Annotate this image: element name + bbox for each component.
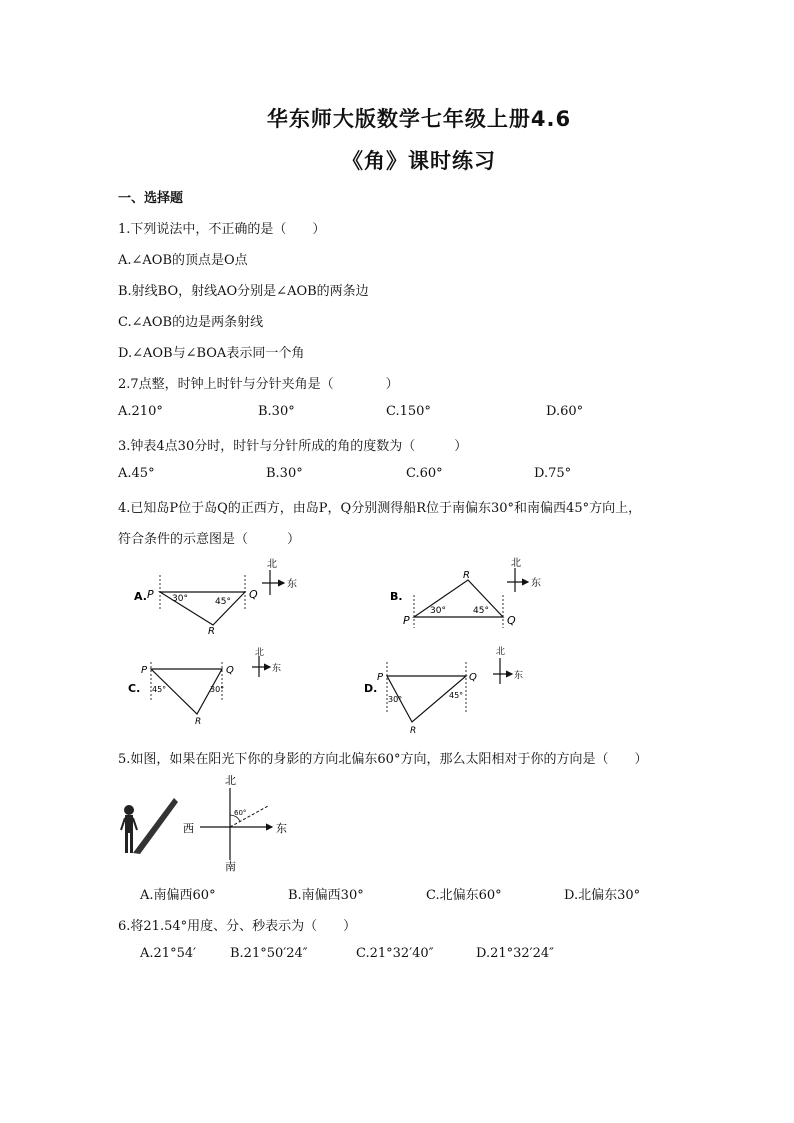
q4d-label-q: Q [469, 672, 477, 683]
q4b-north: 北 [511, 558, 521, 569]
q4-stem-line-2: 符合条件的示意图是（ ） [118, 532, 301, 547]
title-line-1: 华东师大版数学七年级上册4.6 [266, 107, 572, 131]
q1-stem: 1.下列说法中，不正确的是（ ） [118, 222, 326, 237]
q4b-angle-30: 30° [430, 606, 446, 616]
q5-north: 北 [225, 774, 236, 787]
section-heading: 一、选择题 [118, 191, 184, 206]
q5-option-a: A.南偏西60° [140, 888, 216, 903]
q4b-label-r: R [463, 570, 470, 581]
q6-option-d: D.21°32′24″ [476, 946, 555, 961]
person-icon [121, 805, 137, 853]
q4b-angle-45: 45° [473, 606, 489, 616]
q4a-label-p: P [147, 588, 154, 601]
q5-south: 南 [225, 860, 236, 873]
q4d-north: 北 [496, 647, 506, 657]
q4a-north: 北 [267, 559, 277, 570]
q2-option-d: D.60° [546, 404, 584, 419]
q5-option-c: C.北偏东60° [426, 888, 502, 903]
q1-option-b: B.射线BO，射线AO分别是∠AOB的两条边 [118, 284, 369, 299]
q4a-angle-30: 30° [172, 594, 188, 604]
q4d-label-r: R [410, 726, 417, 736]
q5-west: 西 [183, 822, 194, 835]
q2-option-c: C.150° [386, 404, 431, 419]
q4c-angle-45: 45° [152, 685, 167, 694]
q1-option-a: A.∠AOB的顶点是O点 [118, 253, 248, 268]
q4-letter-c: C. [128, 682, 141, 695]
q3-option-d: D.75° [534, 466, 572, 481]
q4c-east: 东 [272, 664, 282, 674]
q4d-label-p: P [377, 672, 384, 683]
q4-diagram-d [364, 645, 523, 736]
q4-letter-b: B. [390, 590, 403, 603]
q4b-label-q: Q [507, 614, 516, 627]
q1-option-d: D.∠AOB与∠BOA表示同一个角 [118, 346, 305, 361]
q4-diagram-a [134, 558, 297, 637]
shadow-shape [133, 798, 178, 854]
q4b-east: 东 [531, 578, 541, 589]
q4-letter-d: D. [364, 682, 378, 695]
q5-option-d: D.北偏东30° [564, 888, 641, 903]
q4c-label-p: P [141, 665, 148, 676]
q2-stem: 2.7点整，时钟上时针与分针夹角是（ ） [118, 377, 399, 392]
q6-option-a: A.21°54′ [140, 946, 197, 961]
q4a-label-q: Q [249, 588, 258, 601]
q4-stem-line-1: 4.已知岛P位于岛Q的正西方，由岛P，Q分别测得船R位于南偏东30°和南偏西45°方向上， [118, 501, 642, 516]
q4a-east: 东 [287, 579, 297, 590]
q6-option-b: B.21°50′24″ [230, 946, 308, 961]
q4-diagram-b [390, 557, 541, 628]
title-line-2: 《角》课时练习 [342, 149, 496, 173]
q4b-label-p: P [403, 614, 410, 627]
q3-option-c: C.60° [406, 466, 443, 481]
q5-east: 东 [276, 822, 287, 835]
q5-option-b: B.南偏西30° [288, 888, 364, 903]
q2-option-b: B.30° [258, 404, 295, 419]
q3-stem: 3.钟表4点30分时，时针与分针所成的角的度数为（ ） [118, 439, 468, 454]
q4c-angle-30: 30° [210, 685, 225, 694]
q3-option-a: A.45° [118, 466, 155, 481]
q5-figure [121, 774, 287, 873]
q2-option-a: A.210° [118, 404, 163, 419]
q4c-label-q: Q [226, 665, 234, 676]
q4d-angle-30: 30° [388, 695, 403, 704]
q4d-east: 东 [514, 671, 524, 681]
q4a-label-r: R [208, 626, 215, 637]
q5-angle-label: 60° [234, 809, 247, 817]
q4c-label-r: R [195, 717, 202, 727]
q6-option-c: C.21°32′40″ [356, 946, 434, 961]
q4a-angle-45: 45° [215, 597, 231, 607]
q4-letter-a: A. [134, 590, 147, 603]
q5-stem: 5.如图，如果在阳光下你的身影的方向北偏东60°方向，那么太阳相对于你的方向是（ ） [118, 752, 648, 767]
q6-stem: 6.将21.54°用度、分、秒表示为（ ） [118, 919, 357, 934]
q4d-angle-45: 45° [449, 691, 464, 700]
q4c-north: 北 [255, 648, 265, 658]
q3-option-b: B.30° [266, 466, 303, 481]
q1-option-c: C.∠AOB的边是两条射线 [118, 315, 264, 330]
q4-diagram-c [128, 646, 281, 727]
